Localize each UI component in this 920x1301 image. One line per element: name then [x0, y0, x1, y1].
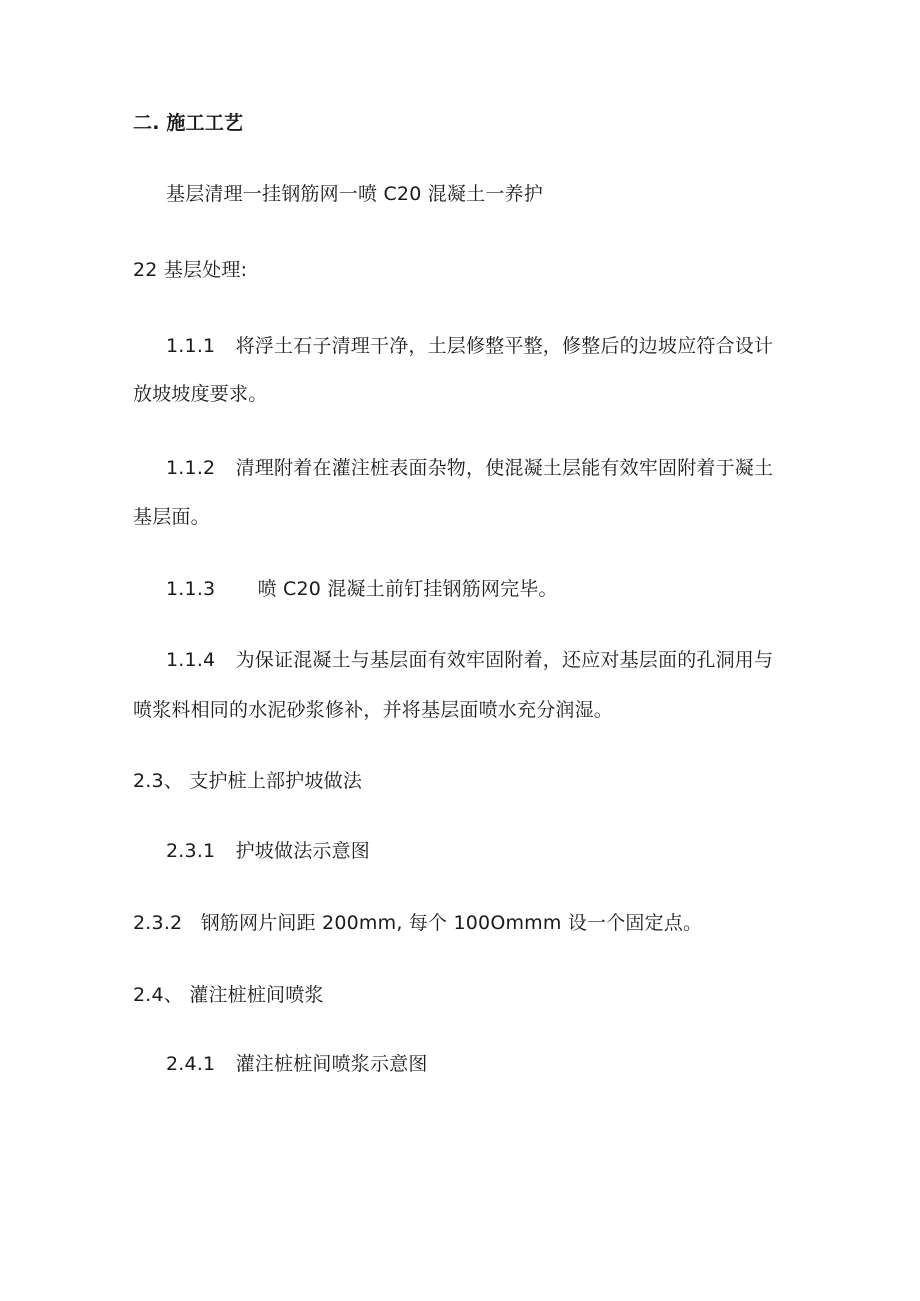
item-241-line — [166, 1051, 428, 1077]
item-241-text: 灌注桩桩间喷浆示意图 — [235, 1053, 428, 1075]
section-24-heading: 2.4、 灌注桩桩间喷浆 — [133, 984, 324, 1006]
item-112-line1 — [166, 455, 773, 481]
item-232-text: 钢筋网片间距 200mm, 每个 100Ommm 设一个固定点。 — [200, 912, 703, 934]
item-231-text: 护坡做法示意图 — [235, 840, 371, 862]
item-114-number: 1.1.4 — [166, 649, 216, 671]
item-113-line — [166, 576, 558, 602]
section-22-heading: 22 基层处理: — [133, 259, 248, 281]
item-231-number: 2.3.1 — [166, 840, 216, 862]
item-111-text: 将浮土石子清理干净，土层修整平整，修整后的边坡应符合设计 — [235, 335, 774, 357]
item-113-number: 1.1.3 — [166, 578, 216, 600]
item-114-text: 为保证混凝土与基层面有效牢固附着，还应对基层面的孔洞用与 — [235, 649, 774, 671]
item-112-text: 清理附着在灌注桩表面杂物，使混凝土层能有效牢固附着于凝土 — [235, 457, 774, 479]
item-111-line2: 放坡坡度要求。 — [133, 383, 268, 405]
section-23-heading: 2.3、 支护桩上部护坡做法 — [133, 770, 363, 792]
item-113-text: 喷 C20 混凝土前钉挂钢筋网完毕。 — [257, 578, 558, 600]
item-232-number: 2.3.2 — [133, 912, 183, 934]
item-114-line1 — [166, 647, 773, 673]
item-232-line — [133, 910, 702, 936]
item-112-line2: 基层面。 — [133, 506, 210, 528]
section-heading: 二. 施工工艺 — [133, 112, 244, 134]
item-241-number: 2.4.1 — [166, 1053, 216, 1075]
process-flow-text: 基层清理一挂钢筋网一喷 C20 混凝土一养护 — [166, 183, 543, 205]
item-114-line2: 喷浆料相同的水泥砂浆修补，并将基层面喷水充分润湿。 — [133, 699, 614, 721]
item-111-number: 1.1.1 — [166, 335, 216, 357]
item-111-line1 — [166, 333, 773, 359]
item-112-number: 1.1.2 — [166, 457, 216, 479]
item-231-line — [166, 838, 370, 864]
